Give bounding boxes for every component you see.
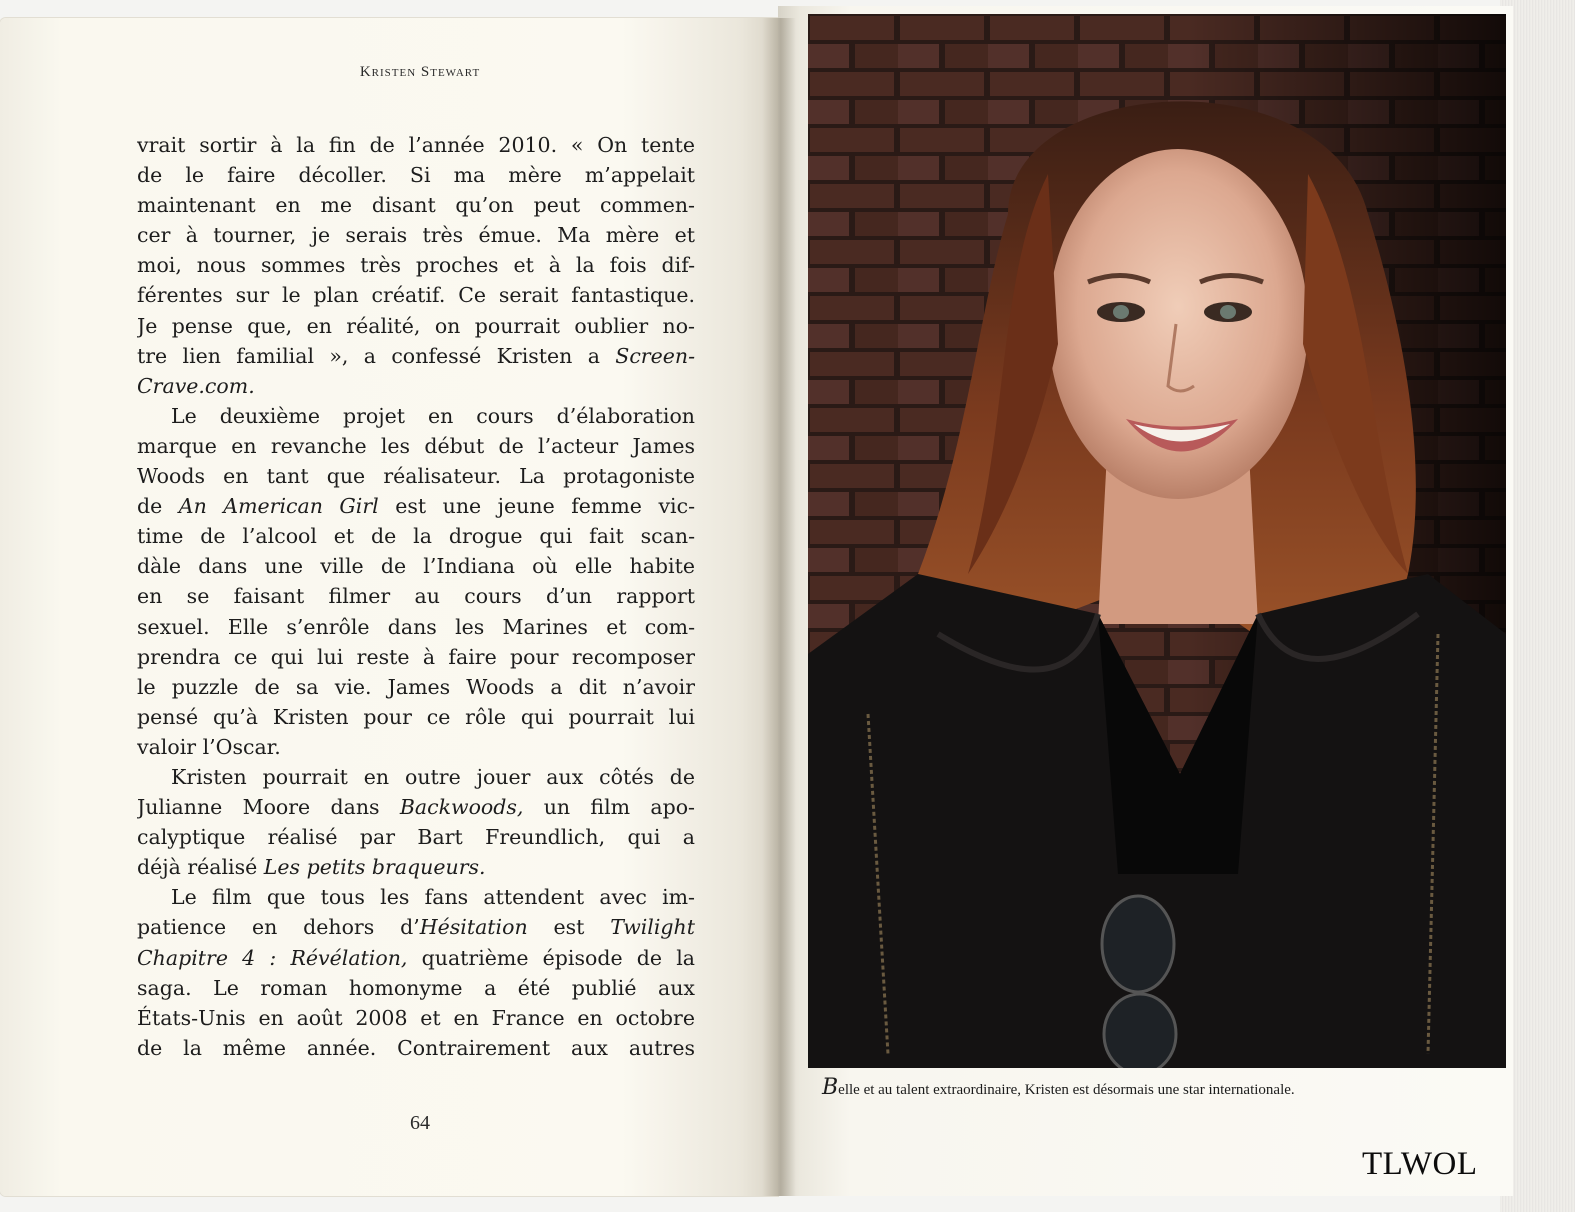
text-line	[137, 341, 695, 371]
text-line	[137, 882, 695, 912]
text-run: saga. Le roman homonyme a été publié aux	[137, 975, 695, 1000]
italic-title: An American Girl	[178, 494, 379, 519]
text-run: Le film que tous les fans attendent avec im-	[171, 885, 695, 910]
text-line	[137, 822, 695, 852]
text-run: pensé qu’à Kristen pour ce rôle qui pourrait lui	[137, 704, 695, 729]
text-run: valoir l’Oscar.	[137, 734, 281, 759]
text-line	[137, 521, 695, 551]
text-line	[137, 401, 695, 431]
photo-caption	[822, 1076, 1422, 1102]
text-run: de le faire décoller. Si ma mère m’appelait	[137, 163, 695, 188]
text-run: déjà réalisé	[137, 855, 264, 880]
text-line	[137, 311, 695, 341]
text-run: vrait sortir à la fin de l’année 2010. « On tente	[137, 133, 695, 157]
page-number: 64	[410, 1112, 430, 1134]
text-run: patience en dehors d’	[137, 915, 420, 940]
text-run: moi, nous sommes très proches et à la fois dif-	[137, 253, 695, 278]
text-line	[137, 491, 695, 521]
book-gutter	[762, 18, 796, 1196]
italic-title: Twilight	[610, 915, 695, 940]
text-run: en se faisant filmer au cours d’un rapport	[137, 584, 695, 609]
text-line	[137, 551, 695, 581]
italic-title: Screen-	[615, 343, 695, 368]
text-run: est	[527, 915, 611, 940]
text-run: Kristen pourrait en outre jouer aux côtés de	[171, 764, 695, 789]
text-line	[137, 762, 695, 792]
italic-title: Hésitation	[419, 915, 528, 940]
italic-title: Backwoods,	[399, 795, 524, 820]
text-run: cer à tourner, je serais très émue. Ma mère et	[137, 223, 695, 248]
text-run: tre lien familial », a confessé Kristen a	[137, 343, 616, 368]
text-line	[137, 581, 695, 611]
text-run: sexuel. Elle s’enrôle dans les Marines et com-	[137, 614, 695, 639]
text-run: Je pense que, en réalité, on pourrait oublier no-	[137, 313, 695, 338]
text-line	[137, 612, 695, 642]
text-line	[137, 732, 695, 762]
portrait-illustration	[808, 14, 1506, 1068]
text-line	[137, 792, 695, 822]
text-run: Woods en tant que réalisateur. La protagoniste	[137, 464, 695, 489]
caption-text: elle et au talent extraordinaire, Kristen est désormais une star internationale.	[838, 1082, 1295, 1098]
text-run: prendra ce qui lui reste à faire pour recomposer	[137, 644, 695, 669]
text-run: time de l’alcool et de la drogue qui fait scan-	[137, 524, 695, 549]
text-run: calyptique réalisé par Bart Freundlich, qui a	[137, 825, 695, 850]
text-line	[137, 371, 695, 401]
text-line	[137, 672, 695, 702]
body-text	[137, 130, 695, 1063]
text-line	[137, 431, 695, 461]
text-line	[137, 280, 695, 310]
text-line	[137, 1003, 695, 1033]
text-run: de	[137, 494, 179, 519]
italic-title: Crave.com.	[137, 373, 255, 398]
text-line	[137, 702, 695, 732]
text-line	[137, 190, 695, 220]
text-line	[137, 220, 695, 250]
text-line	[137, 852, 695, 882]
text-line	[137, 973, 695, 1003]
text-run: quatrième épisode de la	[407, 945, 695, 970]
text-line	[137, 461, 695, 491]
text-run: est une jeune femme vic-	[378, 494, 695, 519]
running-head: Kristen Stewart	[359, 64, 481, 80]
text-run: dàle dans une ville de l’Indiana où elle habite	[137, 554, 695, 579]
text-run: de la même année. Contrairement aux autres	[137, 1035, 695, 1060]
text-line	[137, 130, 695, 160]
portrait-photo	[808, 14, 1506, 1068]
text-line	[137, 160, 695, 190]
text-run: Le deuxième projet en cours d’élaboration	[171, 403, 695, 428]
text-line	[137, 642, 695, 672]
italic-title: Chapitre 4 : Révélation,	[137, 945, 408, 970]
watermark: TLWOL	[1362, 1146, 1478, 1182]
text-line	[137, 1033, 695, 1063]
text-run: le puzzle de sa vie. James Woods a dit n’avoir	[137, 674, 695, 699]
text-run: Julianne Moore dans	[137, 795, 400, 820]
text-line	[137, 943, 695, 973]
italic-title: Les petits braqueurs.	[263, 855, 486, 880]
text-run: férentes sur le plan créatif. Ce serait fantastique.	[137, 283, 695, 308]
text-run: un film apo-	[523, 795, 695, 820]
caption-drop-cap: B	[822, 1075, 839, 1100]
text-line	[137, 250, 695, 280]
text-line	[137, 912, 695, 942]
text-run: marque en revanche les début de l’acteur James	[137, 433, 695, 458]
text-run: États-Unis en août 2008 et en France en octobre	[137, 1005, 695, 1030]
text-run: maintenant en me disant qu’on peut commen-	[137, 193, 695, 218]
